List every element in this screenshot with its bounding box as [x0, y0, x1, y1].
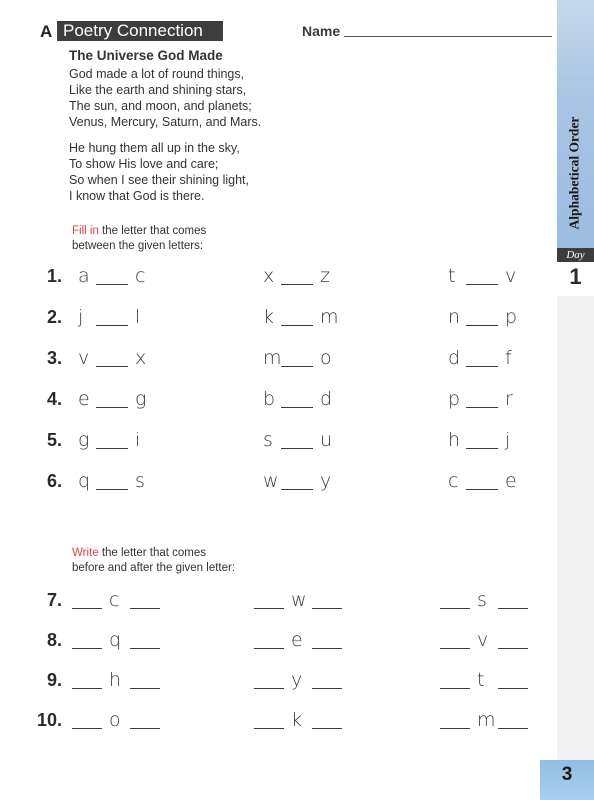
side-strip: [557, 296, 594, 762]
exercise-row: [0, 263, 560, 293]
answer-blank[interactable]: [466, 407, 498, 408]
given-letter: q: [109, 629, 122, 651]
answer-blank[interactable]: [96, 325, 128, 326]
day-label: Day: [557, 248, 594, 262]
answer-blank[interactable]: [440, 608, 470, 609]
given-letter: s: [477, 589, 487, 611]
given-letter: m: [477, 709, 496, 731]
poem-line: So when I see their shining light,: [69, 173, 249, 187]
given-letter: t: [448, 265, 456, 287]
answer-blank[interactable]: [130, 728, 160, 729]
answer-blank[interactable]: [466, 366, 498, 367]
name-field[interactable]: [344, 36, 552, 37]
exercise-row: [0, 707, 560, 737]
given-letter: g: [135, 388, 147, 410]
given-letter: d: [320, 388, 333, 410]
exercise-row: [0, 386, 560, 416]
answer-blank[interactable]: [254, 688, 284, 689]
part2-instructions: [72, 546, 235, 576]
answer-blank[interactable]: [254, 608, 284, 609]
answer-blank[interactable]: [72, 728, 102, 729]
answer-blank[interactable]: [96, 489, 128, 490]
given-letter: y: [291, 669, 303, 691]
given-letter: w: [291, 589, 307, 611]
instruction-text: the letter that comes: [98, 225, 207, 237]
answer-blank[interactable]: [72, 648, 102, 649]
topic-label: Alphabetical Order: [566, 116, 581, 230]
answer-blank[interactable]: [498, 648, 528, 649]
answer-blank[interactable]: [312, 688, 342, 689]
instruction-text: between the given letters:: [72, 240, 204, 252]
exercise-row: [0, 627, 560, 657]
answer-blank[interactable]: [281, 489, 313, 490]
poem-line: God made a lot of round things,: [69, 67, 245, 81]
exercise-number: 9.: [46, 670, 62, 690]
given-letter: v: [477, 629, 489, 651]
given-letter: z: [320, 265, 330, 287]
exercise-number: 4.: [46, 389, 62, 409]
exercise-number: 2.: [46, 307, 62, 327]
given-letter: d: [448, 347, 461, 369]
poem-stanza-2: [69, 140, 249, 204]
given-letter: n: [448, 306, 461, 328]
poem-line: The sun, and moon, and planets;: [69, 99, 252, 113]
answer-blank[interactable]: [281, 407, 313, 408]
given-letter: p: [448, 388, 461, 410]
exercise-number: 10.: [36, 710, 62, 730]
given-letter: s: [135, 470, 145, 492]
given-letter: l: [135, 306, 141, 328]
answer-blank[interactable]: [96, 407, 128, 408]
exercise-number: 6.: [46, 471, 62, 491]
answer-blank[interactable]: [281, 284, 313, 285]
given-letter: r: [505, 388, 513, 410]
poem-line: Like the earth and shining stars,: [69, 83, 247, 97]
answer-blank[interactable]: [498, 728, 528, 729]
poem-line: He hung them all up in the sky,: [69, 141, 240, 155]
given-letter: w: [263, 470, 279, 492]
poem-stanza-1: [69, 66, 261, 130]
given-letter: j: [78, 306, 84, 328]
answer-blank[interactable]: [72, 608, 102, 609]
given-letter: q: [78, 470, 91, 492]
given-letter: c: [135, 265, 146, 287]
given-letter: b: [263, 388, 276, 410]
answer-blank[interactable]: [96, 448, 128, 449]
given-letter: k: [291, 709, 303, 731]
given-letter: p: [505, 306, 518, 328]
given-letter: x: [135, 347, 147, 369]
answer-blank[interactable]: [72, 688, 102, 689]
exercise-number: 7.: [46, 590, 62, 610]
given-letter: k: [263, 306, 275, 328]
poem-title: The Universe God Made: [69, 48, 223, 63]
exercise-row: [0, 468, 560, 498]
exercise-number: 3.: [46, 348, 62, 368]
answer-blank[interactable]: [312, 608, 342, 609]
given-letter: h: [448, 429, 461, 451]
given-letter: v: [78, 347, 90, 369]
given-letter: i: [135, 429, 141, 451]
exercise-row: [0, 427, 560, 457]
given-letter: f: [505, 347, 512, 369]
instruction-text: before and after the given letter:: [72, 562, 236, 574]
given-letter: x: [263, 265, 275, 287]
answer-blank[interactable]: [254, 728, 284, 729]
given-letter: h: [109, 669, 122, 691]
answer-blank[interactable]: [96, 284, 128, 285]
exercise-row: [0, 304, 560, 334]
given-letter: o: [320, 347, 332, 369]
given-letter: o: [109, 709, 121, 731]
given-letter: v: [505, 265, 517, 287]
given-letter: j: [505, 429, 511, 451]
instruction-highlight: Fill in: [72, 225, 99, 237]
given-letter: c: [109, 589, 120, 611]
given-letter: g: [78, 429, 90, 451]
exercise-number: 8.: [46, 630, 62, 650]
answer-blank[interactable]: [498, 688, 528, 689]
page-number: 3: [561, 764, 573, 785]
given-letter: c: [448, 470, 459, 492]
side-tab-label: [560, 108, 588, 238]
answer-blank[interactable]: [281, 325, 313, 326]
section-letter: A: [40, 22, 53, 41]
answer-blank[interactable]: [312, 728, 342, 729]
answer-blank[interactable]: [281, 366, 313, 367]
answer-blank[interactable]: [440, 688, 470, 689]
given-letter: a: [78, 265, 90, 287]
given-letter: e: [291, 629, 303, 651]
given-letter: e: [78, 388, 90, 410]
poem-line: Venus, Mercury, Saturn, and Mars.: [69, 115, 262, 129]
given-letter: y: [320, 470, 332, 492]
section-title: Poetry Connection: [57, 21, 223, 41]
given-letter: u: [320, 429, 333, 451]
exercise-number: 5.: [46, 430, 62, 450]
answer-blank[interactable]: [96, 366, 128, 367]
answer-blank[interactable]: [130, 648, 160, 649]
given-letter: s: [263, 429, 273, 451]
given-letter: t: [477, 669, 485, 691]
answer-blank[interactable]: [254, 648, 284, 649]
answer-blank[interactable]: [466, 448, 498, 449]
answer-blank[interactable]: [498, 608, 528, 609]
answer-blank[interactable]: [130, 688, 160, 689]
instruction-text: the letter that comes: [98, 547, 207, 559]
answer-blank[interactable]: [440, 728, 470, 729]
answer-blank[interactable]: [466, 489, 498, 490]
day-number: 1: [569, 264, 582, 289]
answer-blank[interactable]: [281, 448, 313, 449]
answer-blank[interactable]: [466, 284, 498, 285]
poem-line: To show His love and care;: [69, 157, 219, 171]
exercise-row: [0, 667, 560, 697]
answer-blank[interactable]: [312, 648, 342, 649]
answer-blank[interactable]: [466, 325, 498, 326]
exercise-row: [0, 587, 560, 617]
instruction-highlight: Write: [72, 547, 99, 559]
part1-instructions: [72, 224, 206, 254]
poem-line: I know that God is there.: [69, 189, 205, 203]
answer-blank[interactable]: [440, 648, 470, 649]
given-letter: m: [320, 306, 339, 328]
exercise-number: 1.: [46, 266, 62, 286]
name-label: Name: [302, 23, 341, 39]
given-letter: m: [263, 347, 282, 369]
answer-blank[interactable]: [130, 608, 160, 609]
given-letter: e: [505, 470, 517, 492]
exercise-row: [0, 345, 560, 375]
